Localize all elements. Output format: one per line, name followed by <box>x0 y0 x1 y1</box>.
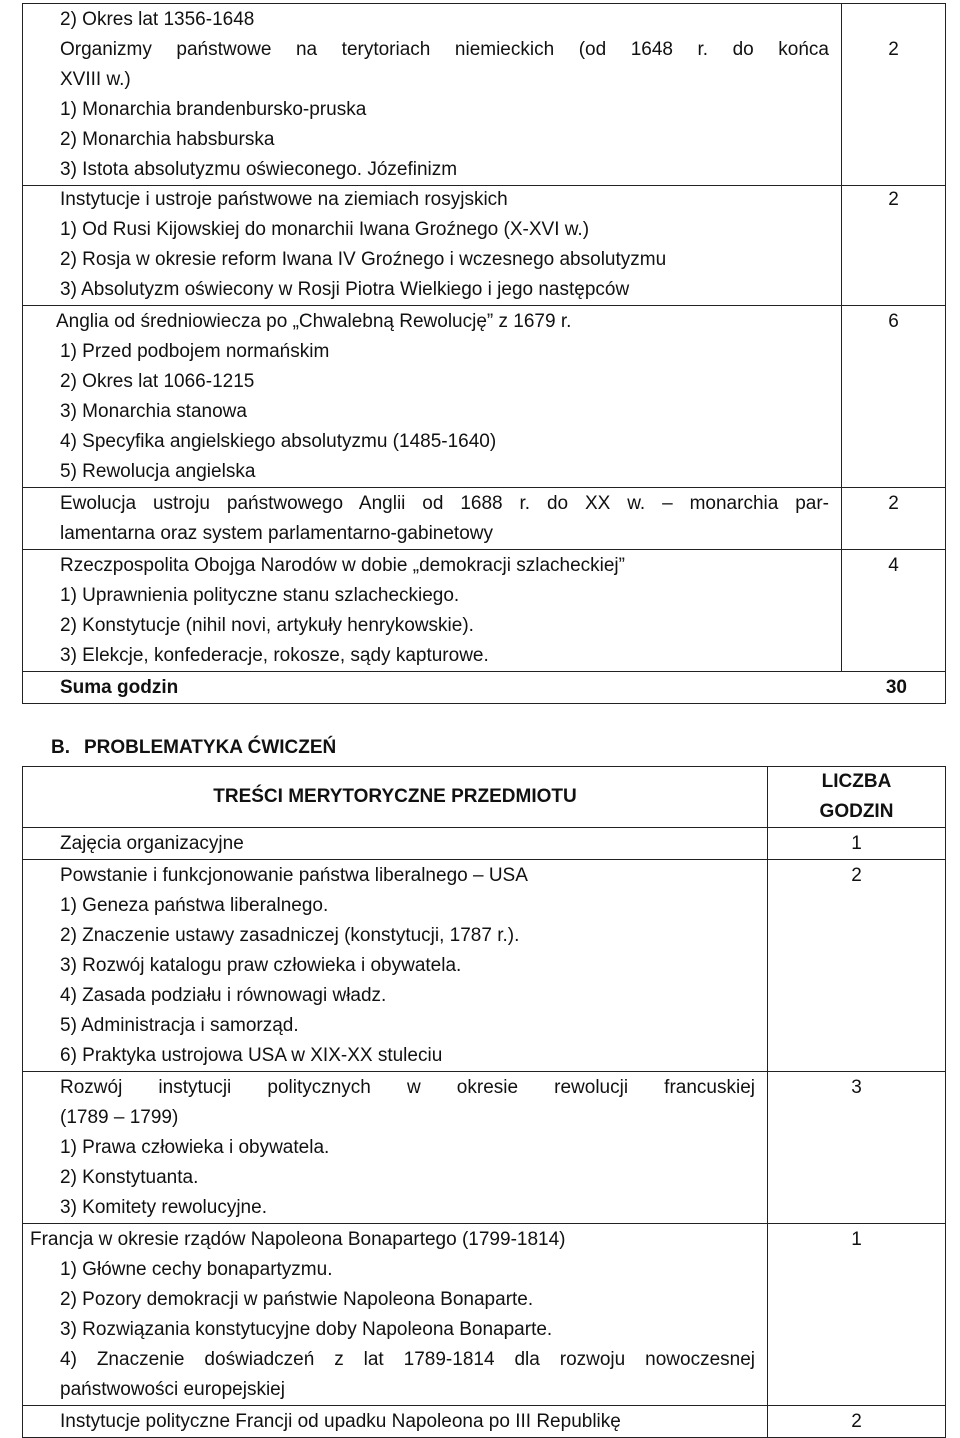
topic-line: 3) Absolutyzm oświecony w Rosji Piotra Wielkiego i jego następców <box>60 279 630 300</box>
topic-line: 1) Prawa człowieka i obywatela. <box>60 1137 330 1158</box>
topic-line: XVIII w.) <box>60 69 131 90</box>
topic-line: 1) Uprawnienia polityczne stanu szlacheckiego. <box>60 585 460 606</box>
table-row <box>23 186 946 306</box>
topic-line: 5) Administracja i samorząd. <box>60 1015 299 1036</box>
topic-line: 3) Elekcje, konfederacje, rokosze, sądy kapturowe. <box>60 645 489 666</box>
topic-line: 2) Konstytucje (nihil novi, artykuły henrykowskie). <box>60 615 474 636</box>
topic-line: lamentarna oraz system parlamentarno-gabinetowy <box>60 523 493 544</box>
topic-line: 2) Okres lat 1066-1215 <box>60 371 255 392</box>
hours-value: 1 <box>851 833 862 854</box>
topic-cell <box>23 860 767 1071</box>
topic-line: 4) Znaczenie doświadczeń z lat 1789-1814 dla rozwoju nowoczesnej <box>60 1349 755 1370</box>
topic-line: Rozwój instytucji politycznych w okresie rewolucji francuskiej <box>60 1077 755 1098</box>
table-header-row <box>23 767 946 828</box>
topic-line: państwowości europejskiej <box>60 1379 285 1400</box>
topic-cell <box>23 4 841 185</box>
hours-value: 2 <box>888 493 899 514</box>
section-title-text: PROBLEMATYKA ĆWICZEŃ <box>84 737 337 758</box>
topic-line: 1) Przed podbojem normańskim <box>60 341 330 362</box>
hours-value: 2 <box>888 189 899 210</box>
topic-line: Francja w okresie rządów Napoleona Bonapartego (1799-1814) <box>30 1229 566 1250</box>
hours-value: 1 <box>851 1229 862 1250</box>
topic-line: 2) Konstytuanta. <box>60 1167 199 1188</box>
section-letter: B. <box>51 737 70 758</box>
hours-value: 3 <box>851 1077 862 1098</box>
topic-line: 3) Rozwój katalogu praw człowieka i obywatela. <box>60 955 462 976</box>
topic-line: 2) Okres lat 1356-1648 <box>60 9 255 30</box>
topic-cell <box>23 306 841 487</box>
sum-label: Suma godzin <box>60 676 179 698</box>
topic-cell <box>23 1406 767 1437</box>
topic-line: Rzeczpospolita Obojga Narodów w dobie „demokracji szlacheckiej” <box>60 555 625 576</box>
hours-value: 2 <box>851 1411 862 1432</box>
topic-cell <box>23 1072 767 1223</box>
topic-line: 2) Monarchia habsburska <box>60 129 275 150</box>
topic-line: 3) Komitety rewolucyjne. <box>60 1197 267 1218</box>
topic-line: 3) Monarchia stanowa <box>60 401 247 422</box>
topic-cell <box>23 550 841 671</box>
topic-line: 5) Rewolucja angielska <box>60 461 256 482</box>
exercise-topics-table <box>22 766 946 1438</box>
table-row <box>23 1406 946 1438</box>
topic-cell <box>23 828 767 859</box>
topic-line: 2) Rosja w okresie reform Iwana IV Groźnego i wczesnego absolutyzmu <box>60 249 667 270</box>
topic-cell <box>23 1224 767 1405</box>
topic-line: Instytucje polityczne Francji od upadku Napoleona po III Republikę <box>60 1411 621 1432</box>
topic-line: (1789 – 1799) <box>60 1107 179 1128</box>
table-row <box>23 306 946 488</box>
topic-cell <box>23 184 841 305</box>
topic-line: Powstanie i funkcjonowanie państwa liberalnego – USA <box>60 865 528 886</box>
topic-cell <box>23 488 841 549</box>
topic-line: 6) Praktyka ustrojowa USA w XIX-XX stuleciu <box>60 1045 443 1066</box>
table-row <box>23 1072 946 1224</box>
topic-line: 1) Główne cechy bonapartyzmu. <box>60 1259 333 1280</box>
table-row <box>23 1224 946 1406</box>
section-heading <box>51 733 336 763</box>
column-header-hours: LICZBA <box>821 771 892 792</box>
hours-value: 4 <box>888 555 899 576</box>
lecture-topics-table <box>22 3 946 704</box>
topic-line: Organizmy państwowe na terytoriach niemieckich (od 1648 r. do końca <box>60 39 829 60</box>
table-row <box>23 828 946 860</box>
topic-line: Anglia od średniowiecza po „Chwalebną Rewolucję” z 1679 r. <box>56 311 572 332</box>
topic-line: 2) Znaczenie ustawy zasadniczej (konstytucji, 1787 r.). <box>60 925 520 946</box>
topic-line: Instytucje i ustroje państwowe na ziemiach rosyjskich <box>60 189 508 210</box>
sum-value: 30 <box>885 676 907 698</box>
hours-value: 2 <box>888 39 899 60</box>
topic-line: Zajęcia organizacyjne <box>60 833 244 854</box>
hours-value: 6 <box>888 311 899 332</box>
topic-line: 2) Pozory demokracji w państwie Napoleona Bonaparte. <box>60 1289 534 1310</box>
topic-line: 1) Geneza państwa liberalnego. <box>60 895 329 916</box>
table-row <box>23 4 946 186</box>
column-header-hours: GODZIN <box>819 801 894 822</box>
topic-line: 3) Istota absolutyzmu oświeconego. Józefinizm <box>60 159 458 180</box>
topic-line: 1) Monarchia brandenbursko-pruska <box>60 99 367 120</box>
topic-line: 4) Zasada podziału i równowagi władz. <box>60 985 387 1006</box>
table-row <box>23 860 946 1072</box>
table-row <box>23 550 946 672</box>
hours-value: 2 <box>851 865 862 886</box>
table-row <box>23 488 946 550</box>
topic-line: 3) Rozwiązania konstytucyjne doby Napoleona Bonaparte. <box>60 1319 553 1340</box>
topic-line: Ewolucja ustroju państwowego Anglii od 1688 r. do XX w. – monarchia par- <box>60 493 829 514</box>
sum-row <box>23 672 946 704</box>
topic-line: 4) Specyfika angielskiego absolutyzmu (1485-1640) <box>60 431 497 452</box>
column-header-content: TREŚCI MERYTORYCZNE PRZEDMIOTU <box>213 786 577 807</box>
topic-line: 1) Od Rusi Kijowskiej do monarchii Iwana Groźnego (X-XVI w.) <box>60 219 590 240</box>
